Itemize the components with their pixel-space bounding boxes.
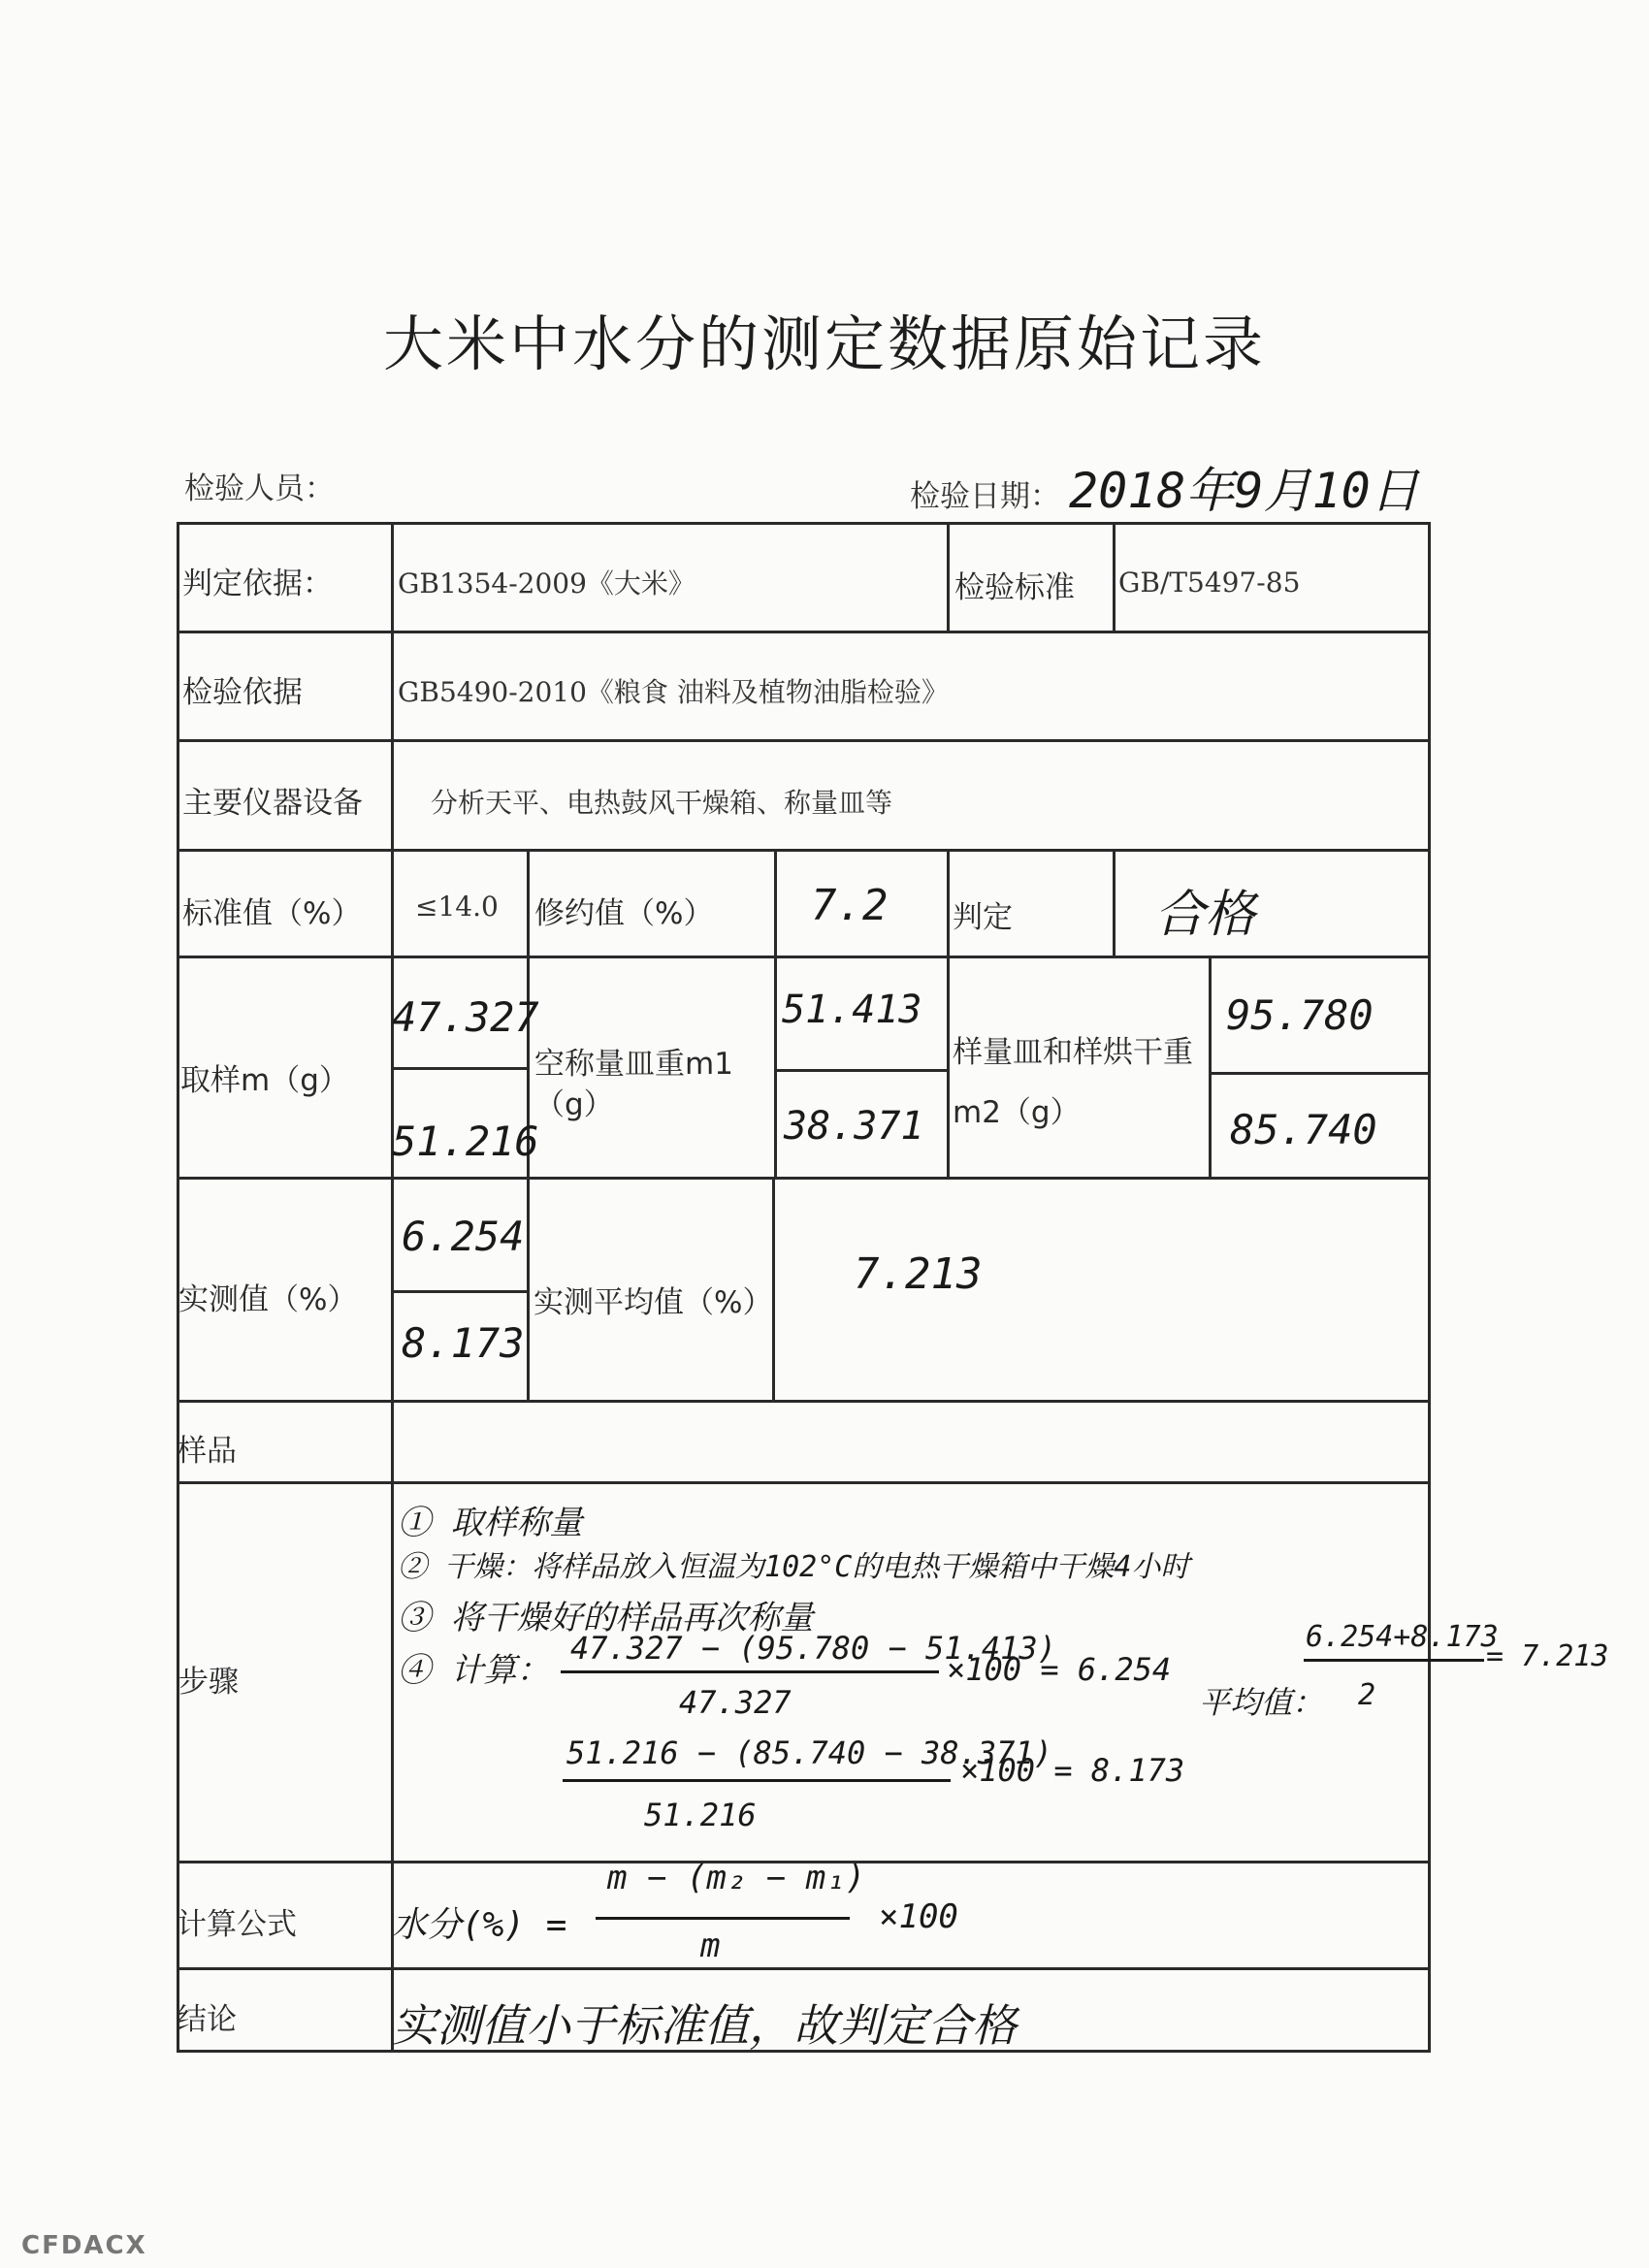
row-line bbox=[177, 1481, 1431, 1484]
standard-method-value: GB/T5497-85 bbox=[1118, 567, 1301, 599]
measured-value-1: 6.254 bbox=[402, 1213, 525, 1260]
calc2-numerator: 51.216 − (85.740 − 38.371) bbox=[566, 1734, 1052, 1771]
sample-mass-label: 取样m（g） bbox=[180, 1063, 349, 1098]
steps-average-label: 平均值： bbox=[1199, 1684, 1324, 1721]
dried-weight-m2-label: 样量皿和样烘干重m2（g） bbox=[953, 1035, 1193, 1130]
row-line bbox=[177, 1177, 1431, 1180]
page-title: 大米中水分的测定数据原始记录 bbox=[382, 308, 1266, 379]
calc1-fraction-bar bbox=[561, 1670, 939, 1673]
row-line bbox=[177, 1400, 1431, 1403]
average-label: 实测平均值（%） bbox=[534, 1285, 773, 1320]
row-line bbox=[177, 739, 1431, 742]
cell-divider bbox=[774, 849, 777, 957]
inspector-label: 检验人员： bbox=[184, 471, 335, 506]
cell-divider bbox=[947, 522, 950, 632]
cell-divider bbox=[1209, 1072, 1431, 1075]
cell-divider bbox=[527, 849, 530, 957]
label-divider bbox=[391, 522, 394, 2053]
date-label: 检验日期： bbox=[910, 479, 1060, 514]
table-border-right bbox=[1428, 522, 1431, 2053]
dish-weight-m1-2: 38.371 bbox=[784, 1104, 924, 1149]
row-line bbox=[177, 522, 1431, 525]
formula-label: 计算公式 bbox=[177, 1907, 297, 1942]
calc1-result: ×100 = 6.254 bbox=[947, 1651, 1172, 1688]
steps-average-result: = 7.213 bbox=[1486, 1639, 1609, 1673]
sample-mass-1: 47.327 bbox=[392, 993, 539, 1041]
cell-divider bbox=[947, 849, 950, 957]
standard-method-label: 检验标准 bbox=[954, 570, 1075, 605]
formula-rhs: ×100 bbox=[879, 1897, 958, 1936]
step-1: ① 取样称量 bbox=[398, 1504, 583, 1542]
formula-fraction-bar bbox=[596, 1917, 850, 1920]
cell-divider bbox=[1209, 956, 1212, 1179]
cell-divider bbox=[527, 1177, 530, 1402]
cell-divider bbox=[1113, 849, 1116, 957]
row-line bbox=[177, 631, 1431, 633]
measured-value-2: 8.173 bbox=[402, 1319, 525, 1367]
equipment-value: 分析天平、电热鼓风干燥箱、称量皿等 bbox=[431, 787, 893, 819]
row-line bbox=[177, 956, 1431, 958]
formula-denominator: m bbox=[700, 1927, 721, 1965]
sample-mass-2: 51.216 bbox=[392, 1118, 539, 1165]
cell-divider bbox=[947, 956, 950, 1179]
formula-numerator: m − (m₂ − m₁) bbox=[607, 1859, 866, 1897]
calc2-result: ×100 = 8.173 bbox=[960, 1752, 1185, 1789]
row-line bbox=[177, 1967, 1431, 1970]
step-4: ④ 计算： bbox=[398, 1651, 550, 1690]
cell-divider bbox=[391, 1067, 530, 1070]
dish-weight-m1-label: 空称量皿重m1（g） bbox=[534, 1047, 733, 1122]
dried-weight-m2-2: 85.740 bbox=[1230, 1106, 1377, 1153]
cell-divider bbox=[774, 1069, 950, 1072]
step-3: ③ 将干燥好的样品再次称量 bbox=[398, 1599, 814, 1637]
cell-divider bbox=[1113, 522, 1116, 632]
formula-lhs: 水分(%) = bbox=[392, 1905, 567, 1945]
standard-value: ≤14.0 bbox=[415, 891, 499, 923]
calc2-fraction-bar bbox=[563, 1779, 951, 1782]
row-line bbox=[177, 849, 1431, 852]
average-value: 7.213 bbox=[854, 1249, 983, 1299]
basis-label: 判定依据： bbox=[182, 567, 333, 601]
conclusion-label: 结论 bbox=[177, 2002, 237, 2037]
steps-average-numerator: 6.254+8.173 bbox=[1306, 1620, 1499, 1654]
judgement-label: 判定 bbox=[953, 900, 1013, 935]
steps-label: 步骤 bbox=[178, 1665, 239, 1700]
watermark: CFDACX bbox=[21, 2231, 147, 2260]
calc1-numerator: 47.327 − (95.780 − 51.413) bbox=[570, 1630, 1056, 1667]
equipment-label: 主要仪器设备 bbox=[182, 786, 363, 821]
sample-label: 样品 bbox=[177, 1434, 237, 1469]
conclusion-value: 实测值小于标准值，故判定合格 bbox=[392, 1999, 1017, 2052]
dish-weight-m1-1: 51.413 bbox=[782, 988, 922, 1032]
cell-divider bbox=[391, 1290, 530, 1293]
dried-weight-m2-1: 95.780 bbox=[1226, 991, 1374, 1039]
calc2-denominator: 51.216 bbox=[644, 1797, 757, 1833]
judgement-value: 合格 bbox=[1154, 886, 1256, 944]
step-2: ② 干燥：将样品放入恒温为102°C的电热干燥箱中干燥4小时 bbox=[398, 1550, 1190, 1584]
calc1-denominator: 47.327 bbox=[679, 1684, 792, 1721]
cell-divider bbox=[774, 956, 777, 1179]
method-label: 检验依据 bbox=[182, 675, 303, 710]
rounded-value: 7.2 bbox=[811, 881, 889, 930]
method-value: GB5490-2010《粮食 油料及植物油脂检验》 bbox=[398, 676, 949, 708]
date-value: 2018年9月10日 bbox=[1069, 463, 1419, 519]
steps-average-fraction-bar bbox=[1304, 1659, 1484, 1662]
basis-value: GB1354-2009《大米》 bbox=[398, 567, 695, 599]
rounded-value-label: 修约值（%） bbox=[534, 896, 714, 931]
standard-value-label: 标准值（%） bbox=[182, 896, 362, 931]
measured-value-label: 实测值（%） bbox=[178, 1282, 358, 1317]
steps-average-denominator: 2 bbox=[1358, 1678, 1376, 1712]
